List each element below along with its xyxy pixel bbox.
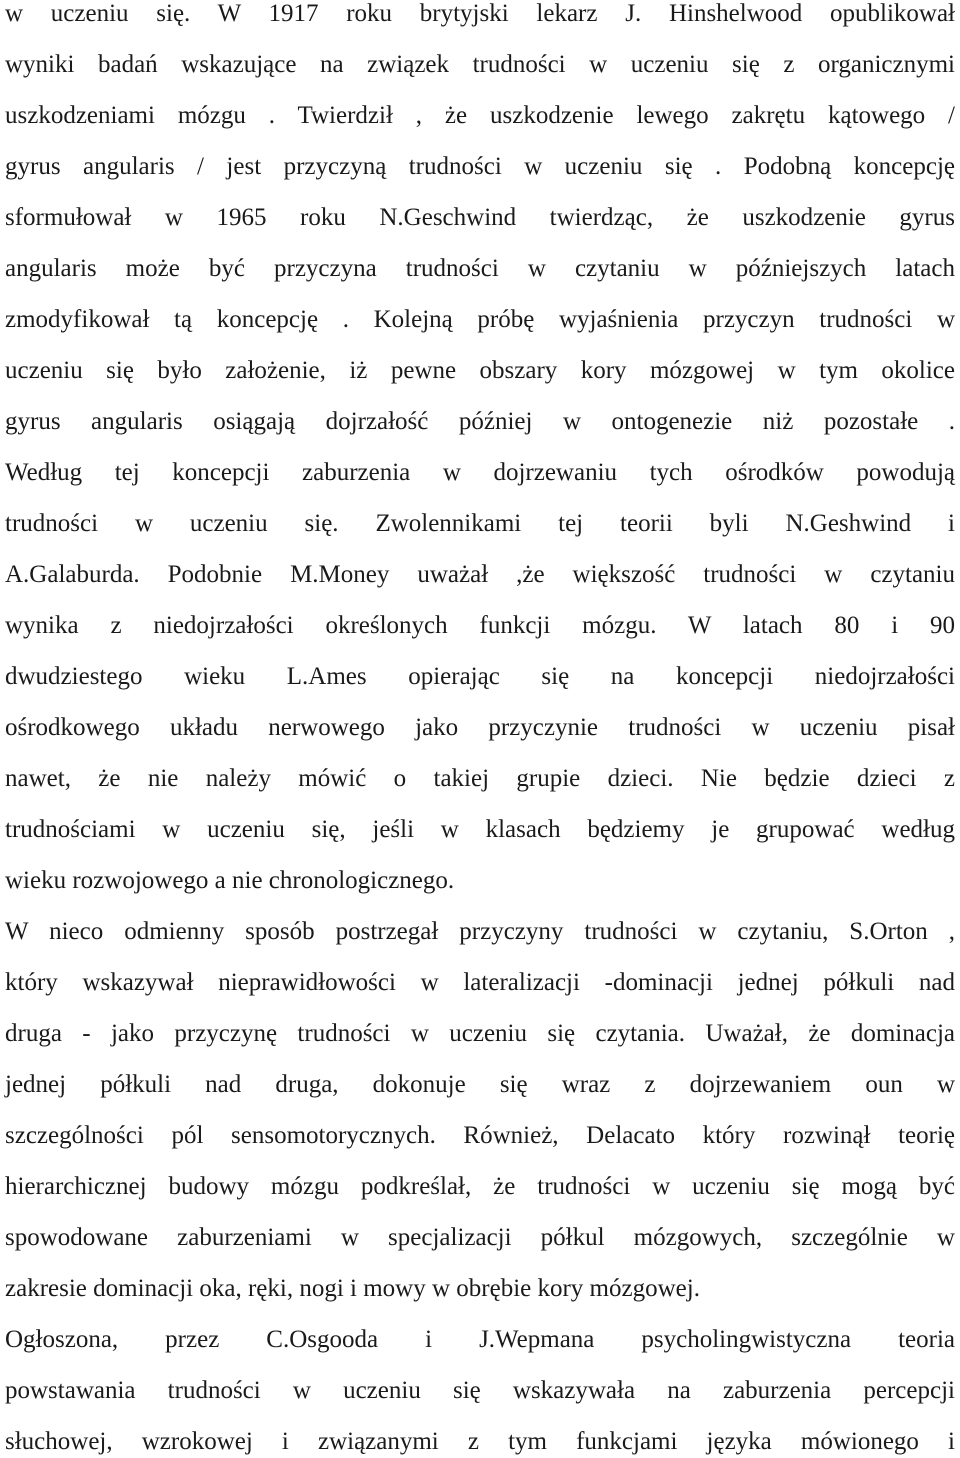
text-line: uszkodzeniami mózgu . Twierdził , że uszkodzenie lewego zakrętu kątowego / — [5, 102, 955, 129]
text-line: gyrus angularis / jest przyczyną trudności w uczeniu się . Podobną koncepcję — [5, 153, 955, 180]
text-line: druga - jako przyczynę trudności w uczeniu się czytania. Uważał, że dominacja — [5, 1020, 955, 1047]
text-line: trudnościami w uczeniu się, jeśli w klasach będziemy je grupować według — [5, 816, 955, 843]
text-line: powstawania trudności w uczeniu się wskazywała na zaburzenia percepcji — [5, 1377, 955, 1404]
text-line: w uczeniu się. W 1917 roku brytyjski lekarz J. Hinshelwood opublikował — [5, 0, 955, 27]
text-line: Ogłoszona, przez C.Osgooda i J.Wepmana psycholingwistyczna teoria — [5, 1326, 955, 1353]
text-line: trudności w uczeniu się. Zwolennikami tej teorii byli N.Geshwind i — [5, 510, 955, 537]
text-line: W nieco odmienny sposób postrzegał przyczyny trudności w czytaniu, S.Orton , — [5, 918, 955, 945]
text-line: wynika z niedojrzałości określonych funkcji mózgu. W latach 80 i 90 — [5, 612, 955, 639]
text-line: jednej półkuli nad druga, dokonuje się wraz z dojrzewaniem oun w — [5, 1071, 955, 1098]
text-line: angularis może być przyczyna trudności w czytaniu w późniejszych latach — [5, 255, 955, 282]
text-line: słuchowej, wzrokowej i związanymi z tym funkcjami języka mówionego i — [5, 1428, 955, 1455]
paragraph-last-line: zakresie dominacji oka, ręki, nogi i mowy w obrębie kory mózgowej. — [5, 1275, 700, 1302]
text-line: hierarchicznej budowy mózgu podkreślał, że trudności w uczeniu się mogą być — [5, 1173, 955, 1200]
text-line: uczeniu się było założenie, iż pewne obszary kory mózgowej w tym okolice — [5, 357, 955, 384]
text-line: Według tej koncepcji zaburzenia w dojrzewaniu tych ośrodków powodują — [5, 459, 955, 486]
text-line: dwudziestego wieku L.Ames opierając się na koncepcji niedojrzałości — [5, 663, 955, 690]
text-line: gyrus angularis osiągają dojrzałość później w ontogenezie niż pozostałe . — [5, 408, 955, 435]
text-line: który wskazywał nieprawidłowości w lateralizacji -dominacji jednej półkuli nad — [5, 969, 955, 996]
text-line: zmodyfikował tą koncepcję . Kolejną próbę wyjaśnienia przyczyn trudności w — [5, 306, 955, 333]
text-line: spowodowane zaburzeniami w specjalizacji półkul mózgowych, szczególnie w — [5, 1224, 955, 1251]
text-line: ośrodkowego układu nerwowego jako przyczynie trudności w uczeniu pisał — [5, 714, 955, 741]
text-line: sformułował w 1965 roku N.Geschwind twierdząc, że uszkodzenie gyrus — [5, 204, 955, 231]
text-line: wyniki badań wskazujące na związek trudności w uczeniu się z organicznymi — [5, 51, 955, 78]
paragraph-last-line: wieku rozwojowego a nie chronologicznego. — [5, 867, 455, 894]
text-line: szczególności pól sensomotorycznych. Również, Delacato który rozwinął teorię — [5, 1122, 955, 1149]
text-line: nawet, że nie należy mówić o takiej grupie dzieci. Nie będzie dzieci z — [5, 765, 955, 792]
text-line: A.Galaburda. Podobnie M.Money uważał ,że większość trudności w czytaniu — [5, 561, 955, 588]
